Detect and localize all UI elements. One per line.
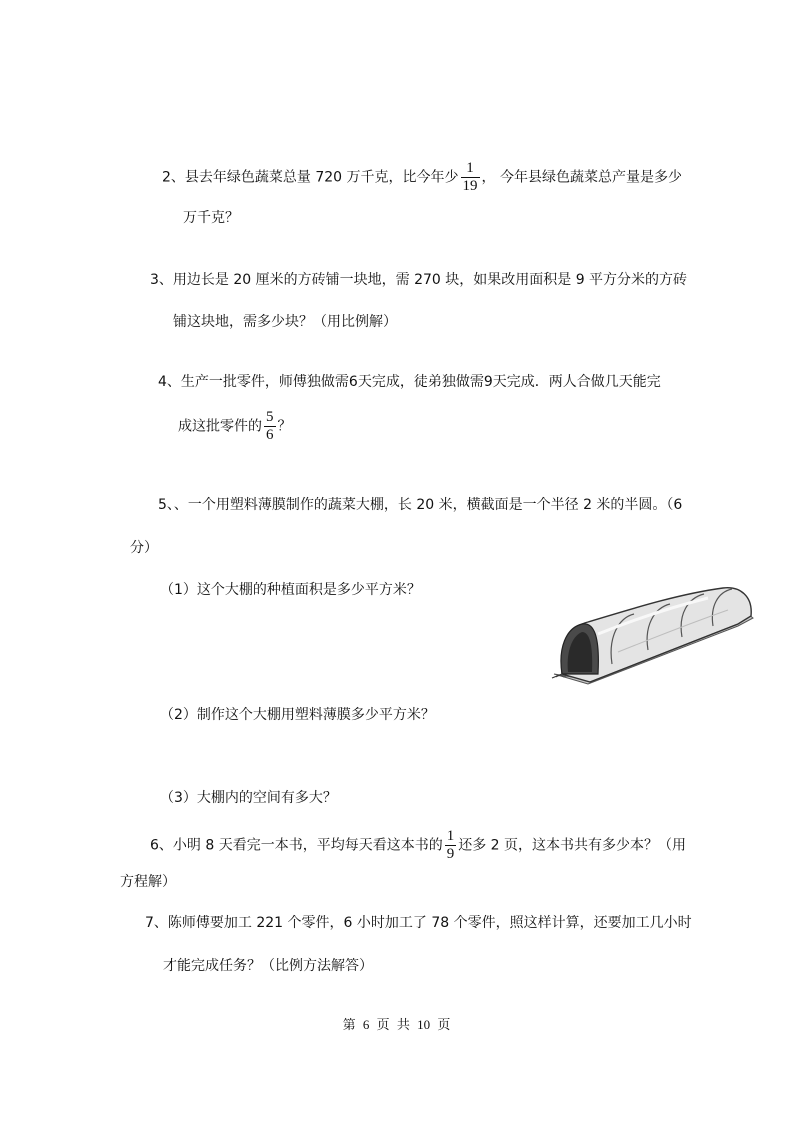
q5-sub1: （1）这个大棚的种植面积是多少平方米？: [160, 582, 421, 598]
q2-line1: [162, 160, 682, 195]
q2-fraction-denominator: 19: [462, 178, 478, 194]
q4-fraction-denominator: 6: [266, 427, 274, 443]
q7-line2: 才能完成任务？（比例方法解答）: [163, 958, 373, 974]
q6-fraction-denominator: 9: [446, 846, 455, 862]
page-footer: 第 6 页 共 10 页: [342, 1017, 451, 1032]
q4-text-a: 成这批零件的: [178, 418, 262, 435]
q6-line1: [150, 828, 686, 863]
q2-fraction: [461, 160, 480, 195]
q4-line1: 4、生产一批零件，师傅独做需6天完成，徒弟独做需9天完成．两人合做几天能完: [158, 374, 661, 390]
q6-text-b: 还多 2 页，这本书共有多少本？（用: [458, 837, 687, 854]
q6-fraction: [445, 828, 457, 863]
q5-line1: 5、、一个用塑料薄膜制作的蔬菜大棚，长 20 米，横截面是一个半径 2 米的半圆。（6: [158, 497, 683, 513]
q3-line1: 3、用边长是 20 厘米的方砖铺一块地，需 270 块，如果改用面积是 9 平方分米的方砖: [150, 272, 688, 288]
greenhouse-tunnel-illustration: [548, 574, 758, 692]
q5-sub2: （2）制作这个大棚用塑料薄膜多少平方米？: [160, 707, 435, 723]
q2-line2: 万千克？: [183, 210, 239, 226]
q4-fraction: [264, 409, 276, 444]
q6-line2: 方程解）: [120, 874, 176, 890]
q7-line1: 7、陈师傅要加工 221 个零件，6 小时加工了 78 个零件，照这样计算，还要加工几小时: [145, 915, 692, 931]
q5-line2: 分）: [130, 540, 158, 556]
q2-text-b: ， 今年县绿色蔬菜总产量是多少: [481, 169, 682, 186]
q6-fraction-numerator: 1: [446, 828, 455, 844]
q4-text-b: ？: [277, 418, 292, 435]
q2-fraction-numerator: 1: [466, 160, 474, 176]
q4-line2: [178, 409, 292, 444]
q2-text-a: 2、县去年绿色蔬菜总量 720 万千克，比今年少: [162, 169, 459, 186]
q3-line2: 铺这块地，需多少块？（用比例解）: [173, 314, 397, 330]
q6-text-a: 6、小明 8 天看完一本书，平均每天看这本书的: [150, 837, 443, 854]
q4-fraction-numerator: 5: [266, 409, 274, 425]
q5-sub3: （3）大棚内的空间有多大？: [160, 790, 337, 806]
